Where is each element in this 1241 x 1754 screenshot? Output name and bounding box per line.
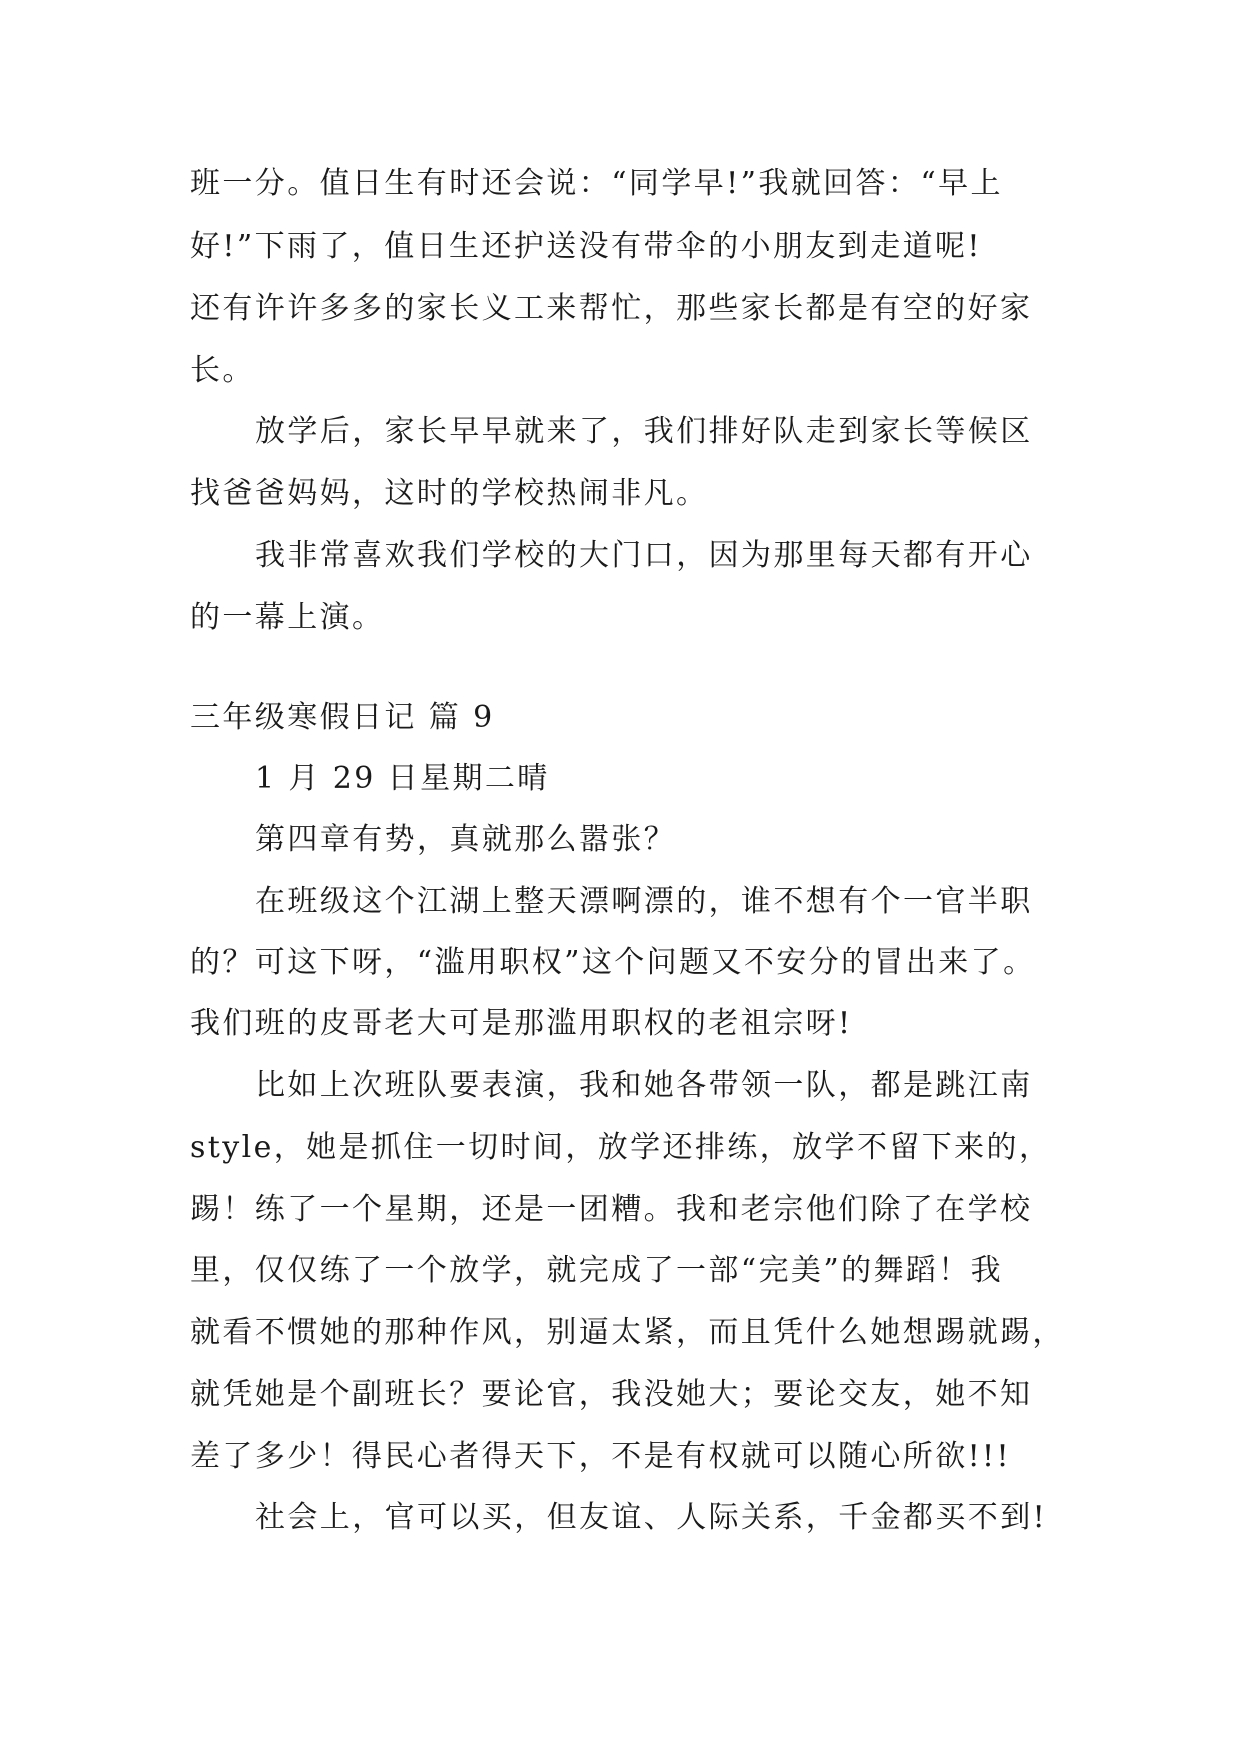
chapter-title: 第四章有势，真就那么嚣张？ [255, 822, 677, 857]
section-heading: 三年级寒假日记 篇 9 [190, 700, 495, 735]
paragraph-line: 社会上，官可以买，但友谊、人际关系，千金都买不到! [255, 1500, 1048, 1535]
paragraph-line: 的？可这下呀，“滥用职权”这个问题又不安分的冒出来了。 [190, 945, 1036, 980]
paragraph-line: 差了多少！得民心者得天下，不是有权就可以随心所欲!!! [190, 1439, 1011, 1474]
paragraph-line: 好!”下雨了，值日生还护送没有带伞的小朋友到走道呢! [190, 229, 982, 264]
paragraph-line: 班一分。值日生有时还会说：“同学早!”我就回答：“早上 [190, 166, 1003, 201]
paragraph-line: 就凭她是个副班长？要论官，我没她大；要论交友，她不知 [190, 1377, 1033, 1412]
paragraph-line: 踢！练了一个星期，还是一团糟。我和老宗他们除了在学校 [190, 1192, 1033, 1227]
paragraph-line: 找爸爸妈妈，这时的学校热闹非凡。 [190, 476, 709, 511]
paragraph-line: 还有许许多多的家长义工来帮忙，那些家长都是有空的好家 [190, 291, 1033, 326]
diary-date: 1 月 29 日星期二晴 [255, 761, 550, 796]
paragraph-line: 我非常喜欢我们学校的大门口，因为那里每天都有开心 [255, 538, 1033, 573]
paragraph-line: 就看不惯她的那种作风，别逼太紧，而且凭什么她想踢就踢， [190, 1315, 1065, 1350]
paragraph-line: 放学后，家长早早就来了，我们排好队走到家长等候区 [255, 414, 1033, 449]
paragraph-line: 里，仅仅练了一个放学，就完成了一部“完美”的舞蹈！我 [190, 1253, 1004, 1288]
paragraph-line: 在班级这个江湖上整天漂啊漂的，谁不想有个一官半职 [255, 884, 1033, 919]
paragraph-line: 比如上次班队要表演，我和她各带领一队，都是跳江南 [255, 1068, 1033, 1103]
paragraph-line: style，她是抓住一切时间，放学还排练，放学不留下来的， [190, 1130, 1052, 1165]
paragraph-line: 长。 [190, 353, 255, 388]
paragraph-line: 的一幕上演。 [190, 600, 385, 635]
paragraph-line: 我们班的皮哥老大可是那滥用职权的老祖宗呀! [190, 1006, 853, 1041]
